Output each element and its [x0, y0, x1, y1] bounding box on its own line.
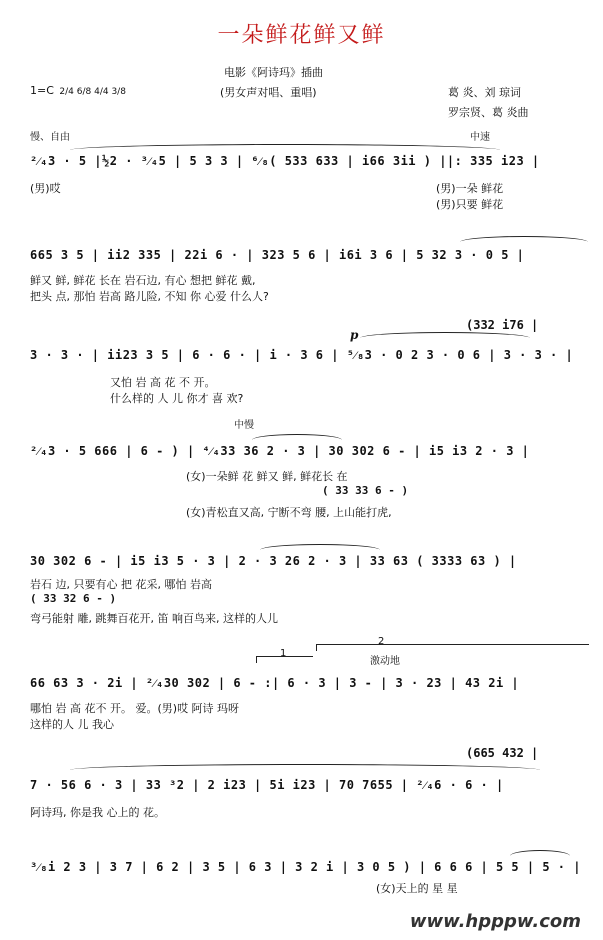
meter-label: 2/4 6/8 4/4 3/8 [59, 87, 126, 97]
notation-line: 66 63 3 · 2i | ²⁄₄30 302 | 6 - :| 6 · 3 | 3 - | 3 · 23 | 43 2i | [30, 676, 520, 690]
song-source: 电影《阿诗玛》插曲 [224, 66, 323, 79]
notation-line: ²⁄₄3 · 5 |½2 · ³⁄₄5 | 5 3 3 | ⁶⁄₈( 533 633 | i66 3ii ) ||: 335 i23 | [30, 154, 540, 168]
lyric-line-1: (女)一朵鲜 花 鲜又 鲜, 鲜花长 在 [186, 470, 348, 483]
key-signature [30, 84, 126, 97]
score-row-6 [30, 636, 590, 740]
notation-line: 3 · 3 · | ii23 3 5 | 6 · 6 · | i · 3 6 | ⁵⁄₈3 · 0 2 3 · 0 6 | 3 · 3 · | [30, 348, 574, 362]
first-ending-number: 1 [280, 648, 287, 659]
dynamic-p-mark: p [350, 328, 359, 342]
tempo-mark-moderato: 中速 [470, 132, 490, 143]
notation-line: 665 3 5 | ii2 335 | 22i 6 · | 323 5 6 | i6i 3 6 | 5 32 3 · 0 5 | [30, 248, 525, 262]
lyric-line-1: 哪怕 岩 高 花不 开。 爱。(男)哎 阿诗 玛呀 [30, 702, 240, 715]
tempo-mark-free: 慢、自由 [30, 132, 70, 143]
score-row-3 [30, 318, 590, 408]
lyric-line-1: 又怕 岩 高 花 不 开。 [110, 376, 216, 389]
notation-line: 7 · 56 6 · 3 | 33 ³2 | 2 i23 | 5i i23 | 70 7655 | ²⁄₄6 · 6 · | [30, 778, 504, 792]
phrase-slur [510, 850, 570, 856]
lyric-line-2: 什么样的 人 儿 你才 喜 欢? [110, 392, 244, 405]
lyric-line-1: 鲜又 鲜, 鲜花 长在 岩石边, 有心 想把 鲜花 戴, [30, 274, 256, 287]
lyric-line-2: 把头 点, 那怕 岩高 路儿险, 不知 你 心爱 什么人? [30, 290, 269, 303]
tempo-mark-slow: 中慢 [234, 420, 254, 431]
phrase-slur [460, 236, 588, 242]
lyric-line-1: 岩石 边, 只要有心 把 花采, 哪怕 岩高 [30, 578, 212, 591]
composer-credit: 罗宗贤、葛 炎曲 [448, 106, 529, 119]
lyricist-credit: 葛 炎、刘 琼词 [448, 86, 521, 99]
key-label: 1=C [30, 84, 54, 97]
score-row-8 [30, 846, 590, 906]
score-row-5 [30, 538, 590, 628]
site-watermark: www.hpppw.com [409, 911, 581, 932]
lyric-line-3: (男)只要 鲜花 [436, 198, 504, 211]
lyric-line-2: 弯弓能射 雕, 跳舞百花开, 笛 响百鸟来, 这样的人儿 [30, 612, 278, 625]
score-row-7 [30, 746, 590, 836]
phrase-slur [260, 544, 380, 550]
instrumental-interlude: (665 432 | [466, 746, 539, 760]
phrase-slur [70, 764, 540, 770]
lyric-line-2: 这样的人 儿 我心 [30, 718, 114, 731]
lyric-line-1: (男)哎 [30, 182, 61, 195]
harmony-line: ( 33 33 6 - ) [322, 484, 409, 497]
song-title: 一朵鲜花鲜又鲜 [217, 23, 386, 48]
lyric-line-2: (男)一朵 鲜花 [436, 182, 504, 195]
expression-mark-agitated: 激动地 [370, 656, 400, 667]
notation-line: ³⁄₈i 2 3 | 3 7 | 6 2 | 3 5 | 6 3 | 3 2 i | 3 0 5 ) | 6 6 6 | 5 5 | 5 · | [30, 860, 581, 874]
lyric-line-1: 阿诗玛, 你是我 心上的 花。 [30, 806, 165, 819]
score-row-4 [30, 416, 590, 526]
lyric-line-2: (女)青松直又高, 宁断不弯 腰, 上山能打虎, [186, 506, 392, 519]
score-row-1 [30, 126, 590, 216]
phrase-slur [360, 332, 530, 338]
second-ending-number: 2 [378, 636, 385, 647]
phrase-slur [70, 144, 500, 150]
second-ending-bracket [316, 644, 589, 651]
score-row-2 [30, 230, 590, 310]
notation-line: 30 302 6 - | i5 i3 5 · 3 | 2 · 3 26 2 · 3 | 33 63 ( 3333 63 ) | [30, 554, 517, 568]
lyric-line-1: (女)天上的 星 星 [376, 882, 458, 895]
phrase-slur [252, 434, 342, 440]
performance-note: (男女声对唱、重唱) [220, 86, 317, 99]
notation-line: ²⁄₄3 · 5 666 | 6 - ) | ⁴⁄₄33 36 2 · 3 | 30 302 6 - | i5 i3 2 · 3 | [30, 444, 530, 458]
harmony-line: ( 33 32 6 - ) [30, 592, 117, 605]
instrumental-intro: (332 i76 | [466, 318, 539, 332]
